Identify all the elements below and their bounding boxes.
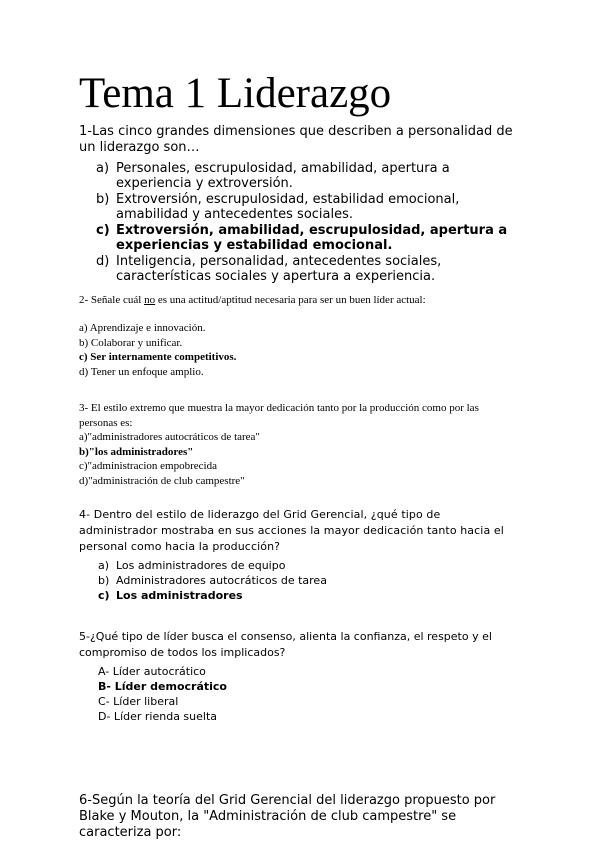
- option-marker: b): [98, 574, 110, 587]
- question-3: [79, 401, 529, 488]
- option-marker: b): [96, 192, 110, 207]
- question-1-options: [96, 161, 526, 285]
- question-4: 4- Dentro del estilo de liderazgo del Grid Gerencial, ¿qué tipo de administrador mostraba en sus acciones la mayor dedicación tanto hacia el personal como hacia la producción?: [79, 508, 504, 553]
- option-text: Los administradores: [116, 589, 243, 602]
- question-2-underlined-word: no: [144, 294, 156, 306]
- question-5-options: [98, 664, 227, 724]
- question-2-option-a: a) Aprendizaje e innovación.: [79, 322, 206, 334]
- question-2-part-2: es una actitud/aptitud necesaria para ser un buen líder actual:: [155, 294, 426, 306]
- question-1-option-c-correct: [96, 223, 526, 253]
- option-marker: c): [98, 589, 110, 602]
- question-1-option-d: [96, 254, 526, 284]
- option-text: Inteligencia, personalidad, antecedentes sociales, características sociales y apertura a experiencia.: [116, 254, 442, 284]
- question-2-option-c-correct: c) Ser internamente competitivos.: [79, 351, 237, 363]
- option-marker: a): [96, 161, 110, 176]
- question-1-option-a: [96, 161, 526, 191]
- question-4-option-b: [98, 573, 327, 588]
- question-3-option-b-correct: b)"los administradores": [79, 445, 194, 458]
- option-marker: c): [96, 223, 110, 238]
- question-2-option-d: d) Tener un enfoque amplio.: [79, 365, 204, 378]
- question-5-option-c: C- Líder liberal: [98, 695, 179, 708]
- question-3-option-a: a)"administradores autocráticos de tarea": [79, 431, 260, 443]
- question-3-option-d: d)"administración de club campestre": [79, 474, 245, 487]
- question-6: 6-Según la teoría del Grid Gerencial del liderazgo propuesto por Blake y Mouton, la "Administración de club campestre" se caracteriza por:: [79, 793, 496, 840]
- question-5-option-d: D- Líder rienda suelta: [98, 710, 218, 723]
- option-text: Administradores autocráticos de tarea: [116, 574, 327, 587]
- question-3-option-c: c)"administracion empobrecida: [79, 460, 217, 472]
- question-3-line-1: 3- El estilo extremo que muestra la mayor dedicación tanto por la producción como por las: [79, 402, 479, 414]
- option-text: Los administradores de equipo: [116, 559, 286, 572]
- question-1-option-b: [96, 192, 526, 222]
- page-title: Tema 1 Liderazgo: [79, 70, 392, 117]
- question-4-options: [98, 558, 327, 603]
- option-text: Extroversión, escrupulosidad, estabilidad emocional, amabilidad y antecedentes sociales.: [116, 192, 460, 222]
- question-5-option-b-correct: B- Líder democrático: [98, 680, 227, 693]
- option-text: Extroversión, amabilidad, escrupulosidad, apertura a experiencias y estabilidad emocional.: [116, 223, 508, 253]
- question-2-part-1: 2- Señale cuál: [79, 294, 145, 306]
- question-4-option-a: [98, 558, 327, 573]
- option-marker: d): [96, 254, 110, 269]
- question-4-option-c-correct: [98, 588, 327, 603]
- question-5: 5-¿Qué tipo de líder busca el consenso, alienta la confianza, el respeto y el compromiso de todos los implicados?: [79, 630, 492, 659]
- option-text: Personales, escrupulosidad, amabilidad, apertura a experiencia y extroversión.: [116, 161, 450, 191]
- question-2-options: [79, 321, 236, 379]
- question-5-option-a: A- Líder autocrático: [98, 665, 206, 678]
- question-1: 1-Las cinco grandes dimensiones que describen a personalidad de un liderazgo son…: [79, 124, 513, 155]
- question-3-line-2: personas es:: [79, 416, 133, 429]
- option-marker: a): [98, 559, 110, 572]
- question-2-option-b: b) Colaborar y unificar.: [79, 336, 183, 349]
- question-2: [79, 293, 426, 307]
